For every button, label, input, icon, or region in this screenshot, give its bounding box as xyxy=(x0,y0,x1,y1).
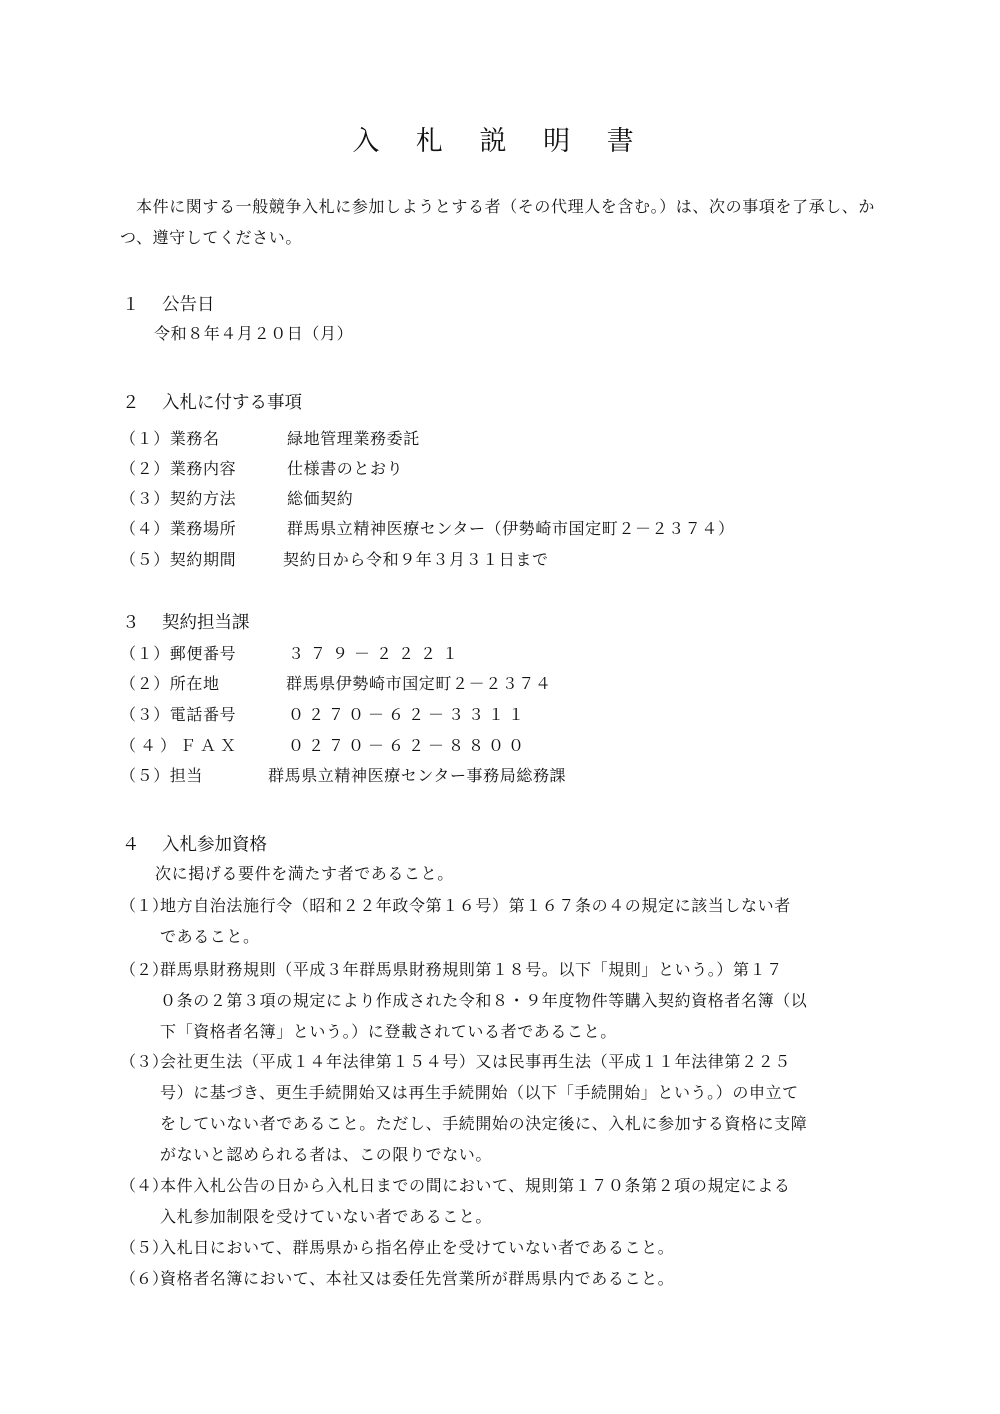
section-4-number: ４ xyxy=(122,835,140,855)
qualification-item xyxy=(120,1232,890,1263)
qualification-item xyxy=(120,1263,890,1294)
section-1-heading xyxy=(122,292,215,318)
row-value: ０２７０－６２－８８００ xyxy=(288,736,529,755)
item-marker: （６） xyxy=(120,1269,169,1288)
row-label: （１）郵便番号 xyxy=(120,644,237,663)
qualification-lead: 次に掲げる要件を満たす者であること。 xyxy=(155,864,454,883)
section-1-title: 公告日 xyxy=(162,295,215,315)
item-text: 入札日において、群馬県から指名停止を受けていない者であること。 xyxy=(160,1238,675,1257)
qualification-item xyxy=(120,954,890,1047)
section-3-number: ３ xyxy=(122,613,140,633)
row-label: （１）業務名 xyxy=(120,429,220,448)
item-text: 本件入札公告の日から入札日までの間において、規則第１７０条第２項の規定による 入札参加制限を受けていない者であること。 xyxy=(160,1176,791,1226)
row-value: 仕様書のとおり xyxy=(287,459,404,478)
row-label: （４）業務場所 xyxy=(120,519,237,538)
row-label: （３）電話番号 xyxy=(120,705,237,724)
item-marker: （４） xyxy=(120,1176,169,1195)
intro-paragraph: 本件に関する一般競争入札に参加しようとする者（その代理人を含む。）は、次の事項を了承し、かつ、遵守してください。 xyxy=(120,197,876,247)
document-title: 入 札 説 明 書 xyxy=(352,126,648,157)
section-4-title: 入札参加資格 xyxy=(162,835,267,855)
section-3-title: 契約担当課 xyxy=(162,613,250,633)
row-label: （５）担当 xyxy=(120,766,204,785)
section-4-heading xyxy=(122,832,267,858)
row-value: 群馬県伊勢崎市国定町２－２３７４ xyxy=(286,674,552,693)
item-marker: （１） xyxy=(120,896,169,915)
section-2-heading xyxy=(122,390,302,416)
row-value: ０２７０－６２－３３１１ xyxy=(288,705,529,724)
item-marker: （２） xyxy=(120,960,169,979)
section-3-heading xyxy=(122,610,250,636)
row-value: 総価契約 xyxy=(287,489,354,508)
row-label: （５）契約期間 xyxy=(120,550,237,569)
row-value: 群馬県立精神医療センター事務局総務課 xyxy=(268,766,567,785)
section-2-title: 入札に付する事項 xyxy=(162,393,302,413)
item-text: 地方自治法施行令（昭和２２年政令第１６号）第１６７条の４の規定に該当しない者 であること。 xyxy=(160,896,791,946)
row-value: ３７９－２２２１ xyxy=(288,644,465,663)
item-marker: （５） xyxy=(120,1238,169,1257)
row-label: （４）ＦＡＸ xyxy=(120,736,241,755)
row-value: 緑地管理業務委託 xyxy=(287,429,420,448)
row-value: 群馬県立精神医療センター（伊勢崎市国定町２－２３７４） xyxy=(287,519,735,538)
row-value: 契約日から令和９年３月３１日まで xyxy=(283,550,549,569)
item-text: 会社更生法（平成１４年法律第１５４号）又は民事再生法（平成１１年法律第２２５ 号）に基づき、更生手続開始又は再生手続開始（以下「手続開始」という。）の申立て をしていない者であること。ただし、手続開始の決定後に、入札に参加する資格に支障 がないと認められる者は、この限りでない。 xyxy=(160,1052,808,1164)
section-2-number: ２ xyxy=(122,393,140,413)
qualification-item xyxy=(120,1170,890,1232)
row-label: （３）契約方法 xyxy=(120,489,237,508)
announcement-date: 令和８年４月２０日（月） xyxy=(154,324,354,343)
row-label: （２）所在地 xyxy=(120,674,220,693)
row-label: （２）業務内容 xyxy=(120,459,237,478)
item-text: 資格者名簿において、本社又は委任先営業所が群馬県内であること。 xyxy=(160,1269,675,1288)
qualification-item xyxy=(120,890,890,952)
item-text: 群馬県財務規則（平成３年群馬県財務規則第１８号。以下「規則」という。）第１７ ０条の２第３項の規定により作成された令和８・９年度物件等購入契約資格者名簿（以 下「資格者名簿」という。）に登載されている者であること。 xyxy=(160,960,808,1041)
item-marker: （３） xyxy=(120,1052,169,1071)
section-1-number: １ xyxy=(122,295,140,315)
qualification-item xyxy=(120,1046,890,1170)
